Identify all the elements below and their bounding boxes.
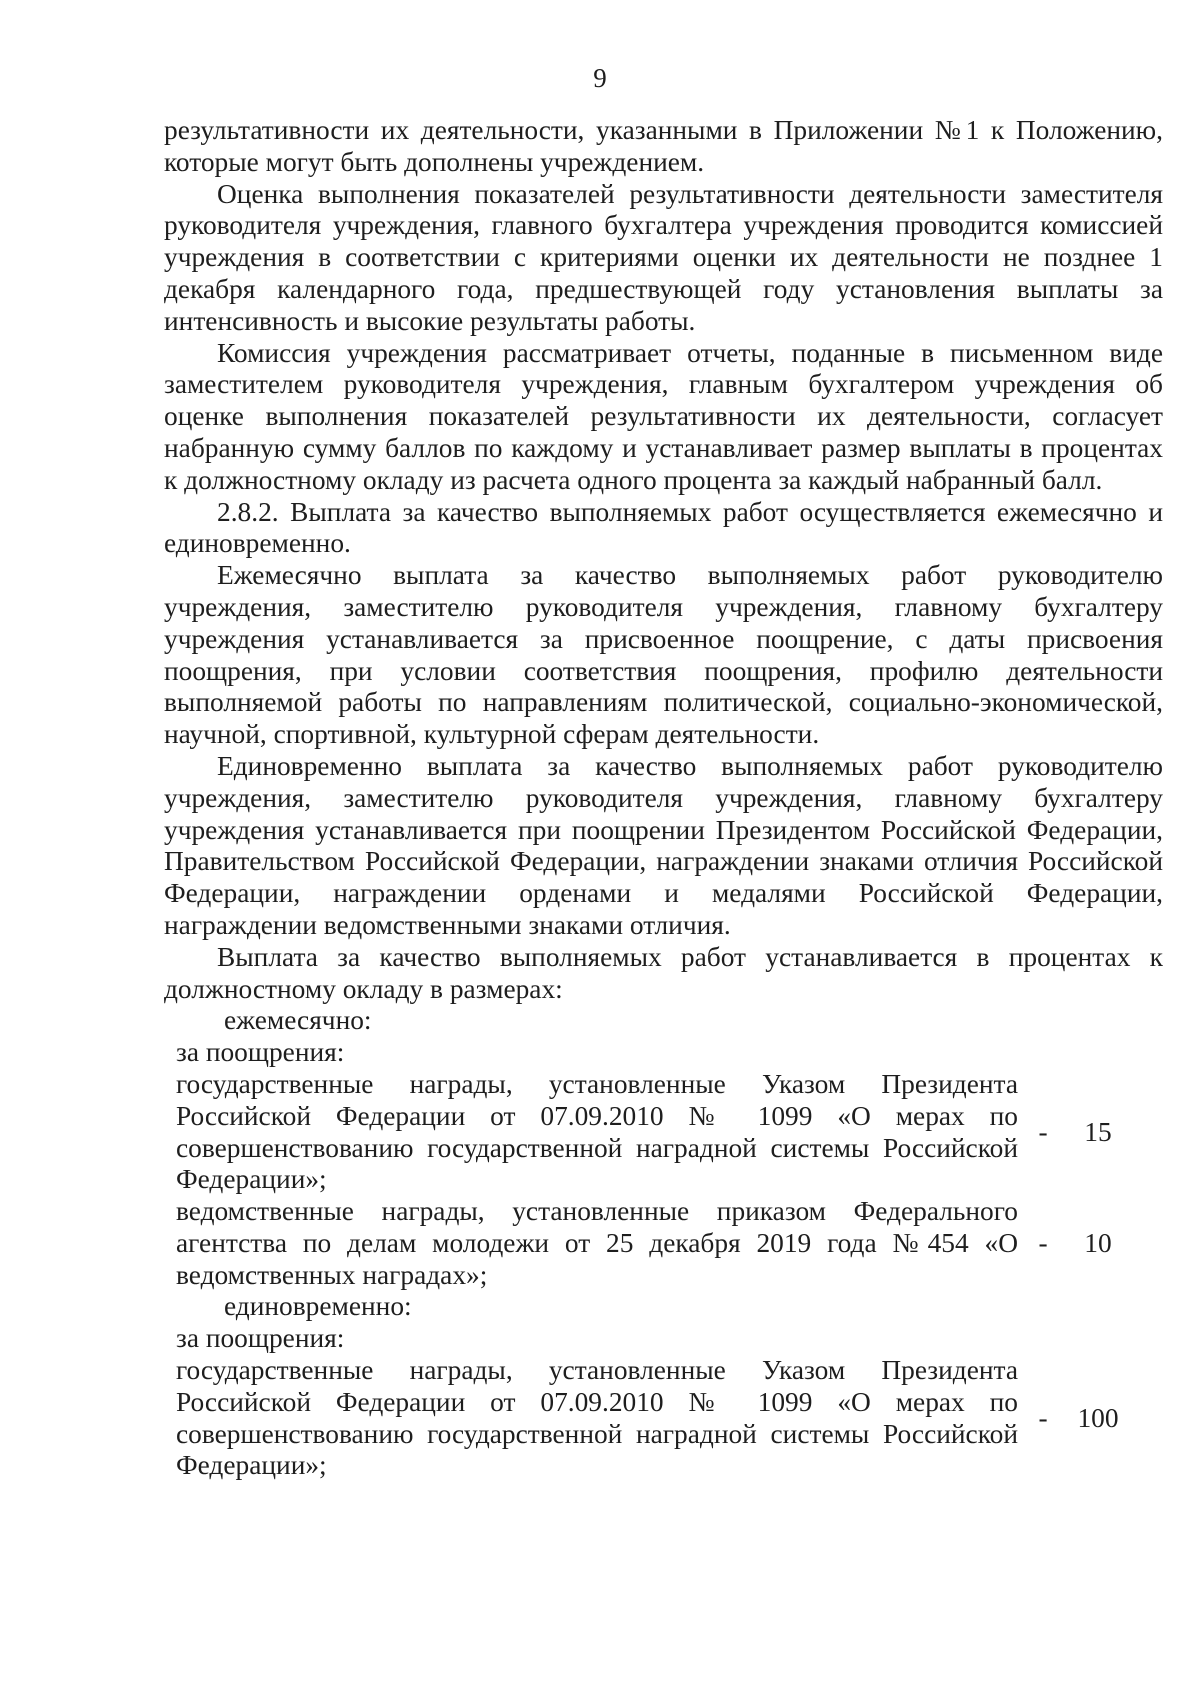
monthly-item-state-awards (164, 1069, 1163, 1196)
item-text: ведомственные награды, установленные приказом Федерального агентства по делам молодежи от 25 декабря 2019 года №454 «О ведомственных наградах»; (176, 1196, 1018, 1290)
item-dash: - (1038, 1116, 1048, 1147)
monthly-heading: ежемесячно: (224, 1005, 372, 1036)
item-value: 10 (1084, 1227, 1112, 1258)
paragraph: Единовременно выплата за качество выполняемых работ руководителю учреждения, заместителю руководителя учреждения, главному бухгалтеру учреждения устанавливается при поощрении Президентом Российской Федерации, Правительством Российской Федерации, награждении знаками отличия Российской Федерации, награждении орденами и медалями Российской Федерации, награждении ведомственными знаками отличия. (164, 750, 1163, 940)
item-dash: - (1038, 1402, 1048, 1433)
paragraph: результативности их деятельности, указанными в Приложении №1 к Положению, которые могут быть дополнены учреждением. (164, 115, 1163, 177)
paragraph: Ежемесячно выплата за качество выполняемых работ руководителю учреждения, заместителю руководителя учреждения, главному бухгалтеру учреждения устанавливается за присвоенное поощрение, с даты присвоения поощрения, при условии соответствия поощрения, профилю деятельности выполняемой работы по направлениям политической, социально-экономической, научной, спортивной, культурной сферам деятельности. (164, 560, 1163, 750)
item-text: государственные награды, установленные Указом Президента Российской Федерации от 07.09.2010 № 1099 «О мерах по совершенствованию государственной наградной системы Российской Федерации»; (176, 1068, 1018, 1195)
paragraph: Комиссия учреждения рассматривает отчеты, поданные в письменном виде заместителем руководителя учреждения, главным бухгалтером учреждения об оценке выполнения показателей результативности их деятельности, согласует набранную сумму баллов по каждому и устанавливает размер выплаты в процентах к должностному окладу из расчета одного процента за каждый набранный балл. (164, 337, 1163, 495)
paragraph: Оценка выполнения показателей результативности деятельности заместителя руководителя учреждения, главного бухгалтера учреждения проводится комиссией учреждения в соответствии с критериями оценки их деятельности не позднее 1 декабря календарного года, предшествующей году установления выплаты за интенсивность и высокие результаты работы. (164, 178, 1163, 336)
document-body (164, 115, 1163, 1482)
item-value: 15 (1084, 1116, 1112, 1147)
monthly-item-departmental-awards (164, 1196, 1163, 1291)
item-text: государственные награды, установленные Указом Президента Российской Федерации от 07.09.2010 № 1099 «О мерах по совершенствованию государственной наградной системы Российской Федерации»; (176, 1355, 1018, 1481)
section-2-8-2: 2.8.2. Выплата за качество выполняемых работ осуществляется ежемесячно и единовременно. (164, 496, 1163, 559)
onetime-heading: единовременно: (224, 1291, 412, 1322)
page-number: 9 (593, 63, 607, 93)
monthly-label: за поощрения: (176, 1037, 345, 1068)
onetime-item-state-awards (164, 1355, 1163, 1482)
item-dash: - (1038, 1227, 1048, 1258)
paragraph: Выплата за качество выполняемых работ устанавливается в процентах к должностному окладу в размерах: (164, 941, 1163, 1004)
onetime-label: за поощрения: (176, 1323, 345, 1354)
item-value: 100 (1077, 1402, 1119, 1433)
